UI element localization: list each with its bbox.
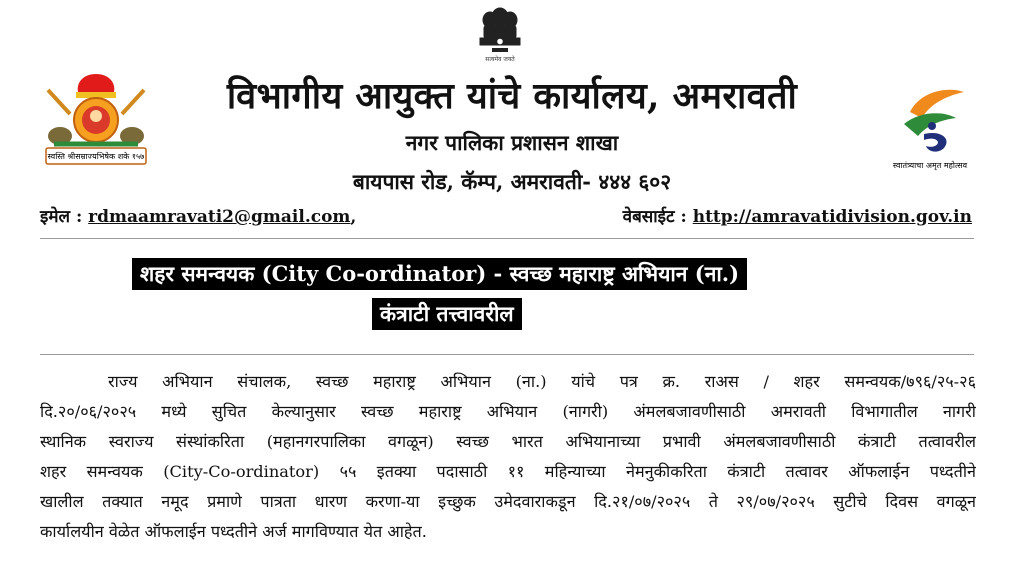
azadi-ka-amrit-mahotsav-logo-icon <box>880 82 980 174</box>
branch-name: नगर पालिका प्रशासन शाखा <box>405 130 619 155</box>
website-link[interactable]: http://amravatidivision.gov.in <box>692 207 972 227</box>
body-line: खालील तक्यात नमूद प्रमाणे पात्रता धारण करणा-या इच्छुक उमेदवाराकडून दि.२१/०७/२०२५ ते २९/०७/२०२५ सुटीचे दिवस वगळून <box>40 492 976 511</box>
amrit-mahotsav-caption: स्वातंत्र्याचा अमृत महोत्सव <box>892 161 968 170</box>
notice-divider <box>40 354 974 355</box>
notice-heading-line2: कंत्राटी तत्त्वावरील <box>372 298 522 330</box>
emblem-motto: सत्यमेव जयते <box>485 56 515 63</box>
email-suffix: , <box>350 207 357 227</box>
website-line <box>623 204 972 227</box>
website-label: वेबसाईट : <box>622 207 687 227</box>
national-emblem-icon <box>472 6 528 64</box>
body-line: दि.२०/०६/२०२५ मध्ये सुचित केल्यानुसार स्वच्छ महाराष्ट्र अभियान (नागरी) अंमलबजावणीसाठी अमरावती विभागातील नागरी <box>40 402 976 421</box>
body-line: कार्यालयीन वेळेत ऑफलाईन पध्दतीने अर्ज मागविण्यात येत आहेत. <box>40 522 427 541</box>
body-line: शहर समन्वयक (City-Co-ordinator) ५५ इतक्या पदासाठी ११ महिन्याच्या नेमनुकीकरिता कंत्राटी तत्वावर ऑफलाईन पध्दतीने <box>40 462 976 481</box>
amravati-division-seal-icon <box>40 70 152 174</box>
office-title: विभागीय आयुक्त यांचे कार्यालय, अमरावती <box>226 75 798 117</box>
body-line: राज्य अभियान संचालक, स्वच्छ महाराष्ट्र अभियान (ना.) यांचे पत्र क्र. राअस / शहर समन्वयक/७९६/२५-२६ <box>108 372 976 391</box>
email-line <box>40 204 356 227</box>
notice-heading-line1: शहर समन्वयक (City Co-ordinator) - स्वच्छ महाराष्ट्र अभियान (ना.) <box>132 258 747 290</box>
office-address: बायपास रोड, कॅम्प, अमरावती- ४४४ ६०२ <box>352 169 672 194</box>
seal-ribbon-text: स्वस्ति श्रीसम्राज्यभिषेक शके १५७ <box>47 152 145 161</box>
email-link[interactable]: rdmaamravati2@gmail.com <box>88 207 351 227</box>
body-line: स्थानिक स्वराज्य संस्थांकरिता (महानगरपालिका वगळून) स्वच्छ भारत अभियानाच्या प्रभावी अंमलबजावणीसाठी कंत्राटी तत्वावरील <box>40 432 976 451</box>
email-label: इमेल : <box>40 207 83 227</box>
notice-body <box>40 367 976 547</box>
header-divider <box>40 238 974 239</box>
